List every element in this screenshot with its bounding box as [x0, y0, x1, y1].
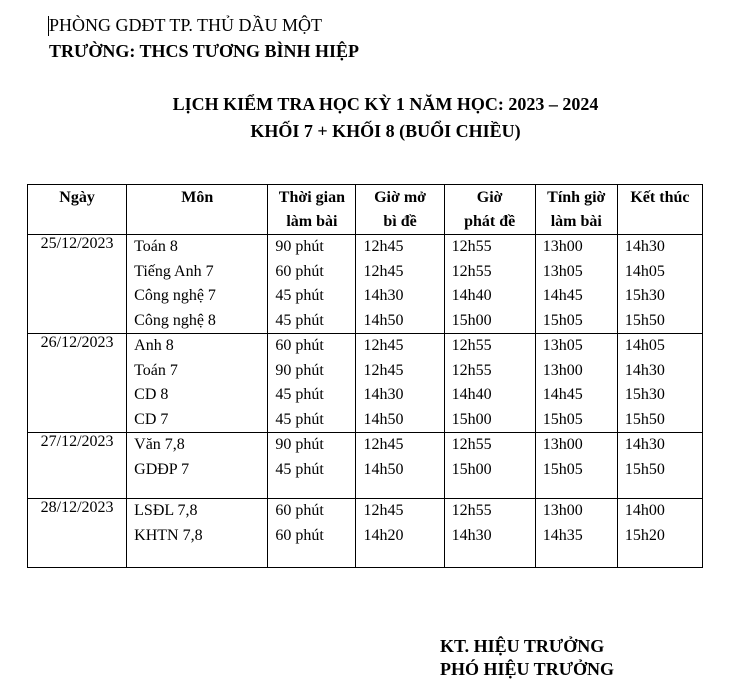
duration-cell: 45 phút — [275, 311, 324, 329]
start-time-cell: 13h05 — [542, 337, 583, 354]
end-time-list — [617, 235, 702, 334]
header-subject — [127, 185, 268, 235]
duration-cell: 60 phút — [275, 526, 324, 544]
table-row — [28, 433, 703, 499]
header-duration-line1: Thời gian — [278, 189, 346, 206]
header-distribute — [444, 185, 535, 235]
signature-title: KT. HIỆU TRƯỞNG — [440, 636, 605, 656]
distribute-time-cell: 14h30 — [451, 526, 492, 544]
exam-schedule-table — [27, 184, 703, 568]
open-time-cell: 12h45 — [363, 436, 404, 453]
table-header-row — [28, 185, 703, 235]
end-time-cell: 15h50 — [624, 410, 665, 428]
subject-cell: LSĐL 7,8 — [134, 502, 198, 519]
distribute-time-cell: 12h55 — [451, 238, 492, 255]
start-time-cell: 15h05 — [542, 460, 583, 478]
table-row — [28, 334, 703, 433]
subject-cell: GDĐP 7 — [134, 460, 190, 478]
header-start-line1: Tính giờ — [547, 189, 606, 206]
end-time-cell: 14h30 — [624, 238, 665, 255]
distribute-time-cell: 14h40 — [451, 386, 492, 403]
open-time-cell: 14h30 — [363, 287, 404, 304]
end-time-cell: 15h20 — [624, 526, 665, 544]
start-time-cell: 13h00 — [542, 502, 583, 519]
open-time-cell: 14h50 — [363, 460, 404, 478]
header-open-line2: bì đề — [383, 213, 417, 230]
distribute-time-list — [444, 235, 535, 334]
end-time-list — [617, 499, 702, 568]
header-date — [28, 185, 127, 235]
open-time-cell: 14h20 — [363, 526, 404, 544]
start-time-cell: 14h35 — [542, 526, 583, 544]
header-distribute-line1: Giờ — [476, 189, 503, 206]
header-open-line1: Giờ mở — [374, 189, 426, 206]
start-time-cell: 15h05 — [542, 311, 583, 329]
end-time-cell: 14h05 — [624, 337, 665, 354]
open-time-list — [356, 235, 444, 334]
distribute-time-cell: 12h55 — [451, 436, 492, 453]
duration-list — [268, 235, 356, 334]
subject-cell: Văn 7,8 — [134, 436, 185, 453]
open-time-cell: 14h50 — [363, 311, 404, 329]
start-time-list — [535, 433, 617, 499]
open-time-cell: 12h45 — [363, 337, 404, 354]
distribute-time-cell: 12h55 — [451, 262, 492, 280]
duration-cell: 45 phút — [275, 386, 324, 403]
distribute-time-cell: 12h55 — [451, 337, 492, 354]
subject-cell: Tiếng Anh 7 — [134, 262, 214, 280]
start-time-cell: 14h45 — [542, 287, 583, 304]
exam-date: 25/12/2023 — [28, 235, 127, 334]
header-distribute-line2: phát đề — [464, 213, 516, 230]
distribute-time-cell: 14h40 — [451, 287, 492, 304]
distribute-time-cell: 15h00 — [451, 410, 492, 428]
signature-subtitle: PHÓ HIỆU TRƯỞNG — [440, 659, 615, 679]
duration-cell: 90 phút — [275, 238, 324, 255]
open-time-cell: 12h45 — [363, 361, 404, 379]
end-time-cell: 14h05 — [624, 262, 665, 280]
duration-list — [268, 334, 356, 433]
start-time-list — [535, 499, 617, 568]
subject-cell: Công nghệ 8 — [134, 311, 216, 329]
duration-list — [268, 499, 356, 568]
header-end-label: Kết thúc — [630, 189, 690, 206]
start-time-cell: 13h00 — [542, 436, 583, 453]
subject-cell: CD 7 — [134, 410, 169, 428]
open-time-cell: 14h30 — [363, 386, 404, 403]
start-time-list — [535, 235, 617, 334]
duration-cell: 90 phút — [275, 361, 324, 379]
header-subject-label: Môn — [181, 189, 214, 206]
end-time-cell: 15h30 — [624, 287, 665, 304]
open-time-list — [356, 499, 444, 568]
open-time-cell: 14h50 — [363, 410, 404, 428]
duration-cell: 45 phút — [275, 287, 324, 304]
header-duration — [268, 185, 356, 235]
header-date-label: Ngày — [59, 189, 95, 206]
end-time-cell: 15h50 — [624, 311, 665, 329]
start-time-cell: 13h05 — [542, 262, 583, 280]
open-time-cell: 12h45 — [363, 238, 404, 255]
duration-cell: 90 phút — [275, 436, 324, 453]
distribute-time-list — [444, 334, 535, 433]
duration-cell: 45 phút — [275, 410, 324, 428]
start-time-cell: 15h05 — [542, 410, 583, 428]
subject-list — [127, 235, 268, 334]
document-title: LỊCH KIỂM TRA HỌC KỲ 1 NĂM HỌC: 2023 – 2024 — [172, 94, 599, 114]
distribute-time-cell: 15h00 — [451, 460, 492, 478]
subject-cell: KHTN 7,8 — [134, 526, 203, 544]
end-time-cell: 14h30 — [624, 436, 665, 453]
distribute-time-cell: 15h00 — [451, 311, 492, 329]
open-time-cell: 12h45 — [363, 502, 404, 519]
subject-list — [127, 433, 268, 499]
start-time-list — [535, 334, 617, 433]
start-time-cell: 14h45 — [542, 386, 583, 403]
subject-list — [127, 499, 268, 568]
exam-date: 28/12/2023 — [28, 499, 127, 568]
open-time-list — [356, 334, 444, 433]
subject-cell: Toán 7 — [134, 361, 178, 379]
open-time-cell: 12h45 — [363, 262, 404, 280]
table-row — [28, 499, 703, 568]
header-duration-line2: làm bài — [286, 213, 338, 230]
duration-cell: 60 phút — [275, 262, 324, 280]
end-time-cell: 14h00 — [624, 502, 665, 519]
header-start — [535, 185, 617, 235]
end-time-cell: 15h30 — [624, 386, 665, 403]
end-time-list — [617, 334, 702, 433]
subject-cell: Toán 8 — [134, 238, 178, 255]
open-time-list — [356, 433, 444, 499]
subject-list — [127, 334, 268, 433]
subject-cell: Anh 8 — [134, 337, 174, 354]
distribute-time-cell: 12h55 — [451, 502, 492, 519]
duration-list — [268, 433, 356, 499]
end-time-cell: 15h50 — [624, 460, 665, 478]
header-start-line2: làm bài — [550, 213, 602, 230]
table-row — [28, 235, 703, 334]
exam-date: 26/12/2023 — [28, 334, 127, 433]
duration-cell: 45 phút — [275, 460, 324, 478]
department-name: PHÒNG GDĐT TP. THỦ DẦU MỘT — [49, 15, 323, 35]
end-time-list — [617, 433, 702, 499]
header-open — [356, 185, 444, 235]
school-name: TRƯỜNG: THCS TƯƠNG BÌNH HIỆP — [49, 41, 360, 61]
header-end — [617, 185, 702, 235]
duration-cell: 60 phút — [275, 502, 324, 519]
subject-cell: Công nghệ 7 — [134, 287, 216, 304]
distribute-time-cell: 12h55 — [451, 361, 492, 379]
subject-cell: CD 8 — [134, 386, 169, 403]
end-time-cell: 14h30 — [624, 361, 665, 379]
duration-cell: 60 phút — [275, 337, 324, 354]
distribute-time-list — [444, 433, 535, 499]
document-subtitle: KHỐI 7 + KHỐI 8 (BUỔI CHIỀU) — [250, 121, 521, 141]
exam-date: 27/12/2023 — [28, 433, 127, 499]
start-time-cell: 13h00 — [542, 361, 583, 379]
start-time-cell: 13h00 — [542, 238, 583, 255]
distribute-time-list — [444, 499, 535, 568]
